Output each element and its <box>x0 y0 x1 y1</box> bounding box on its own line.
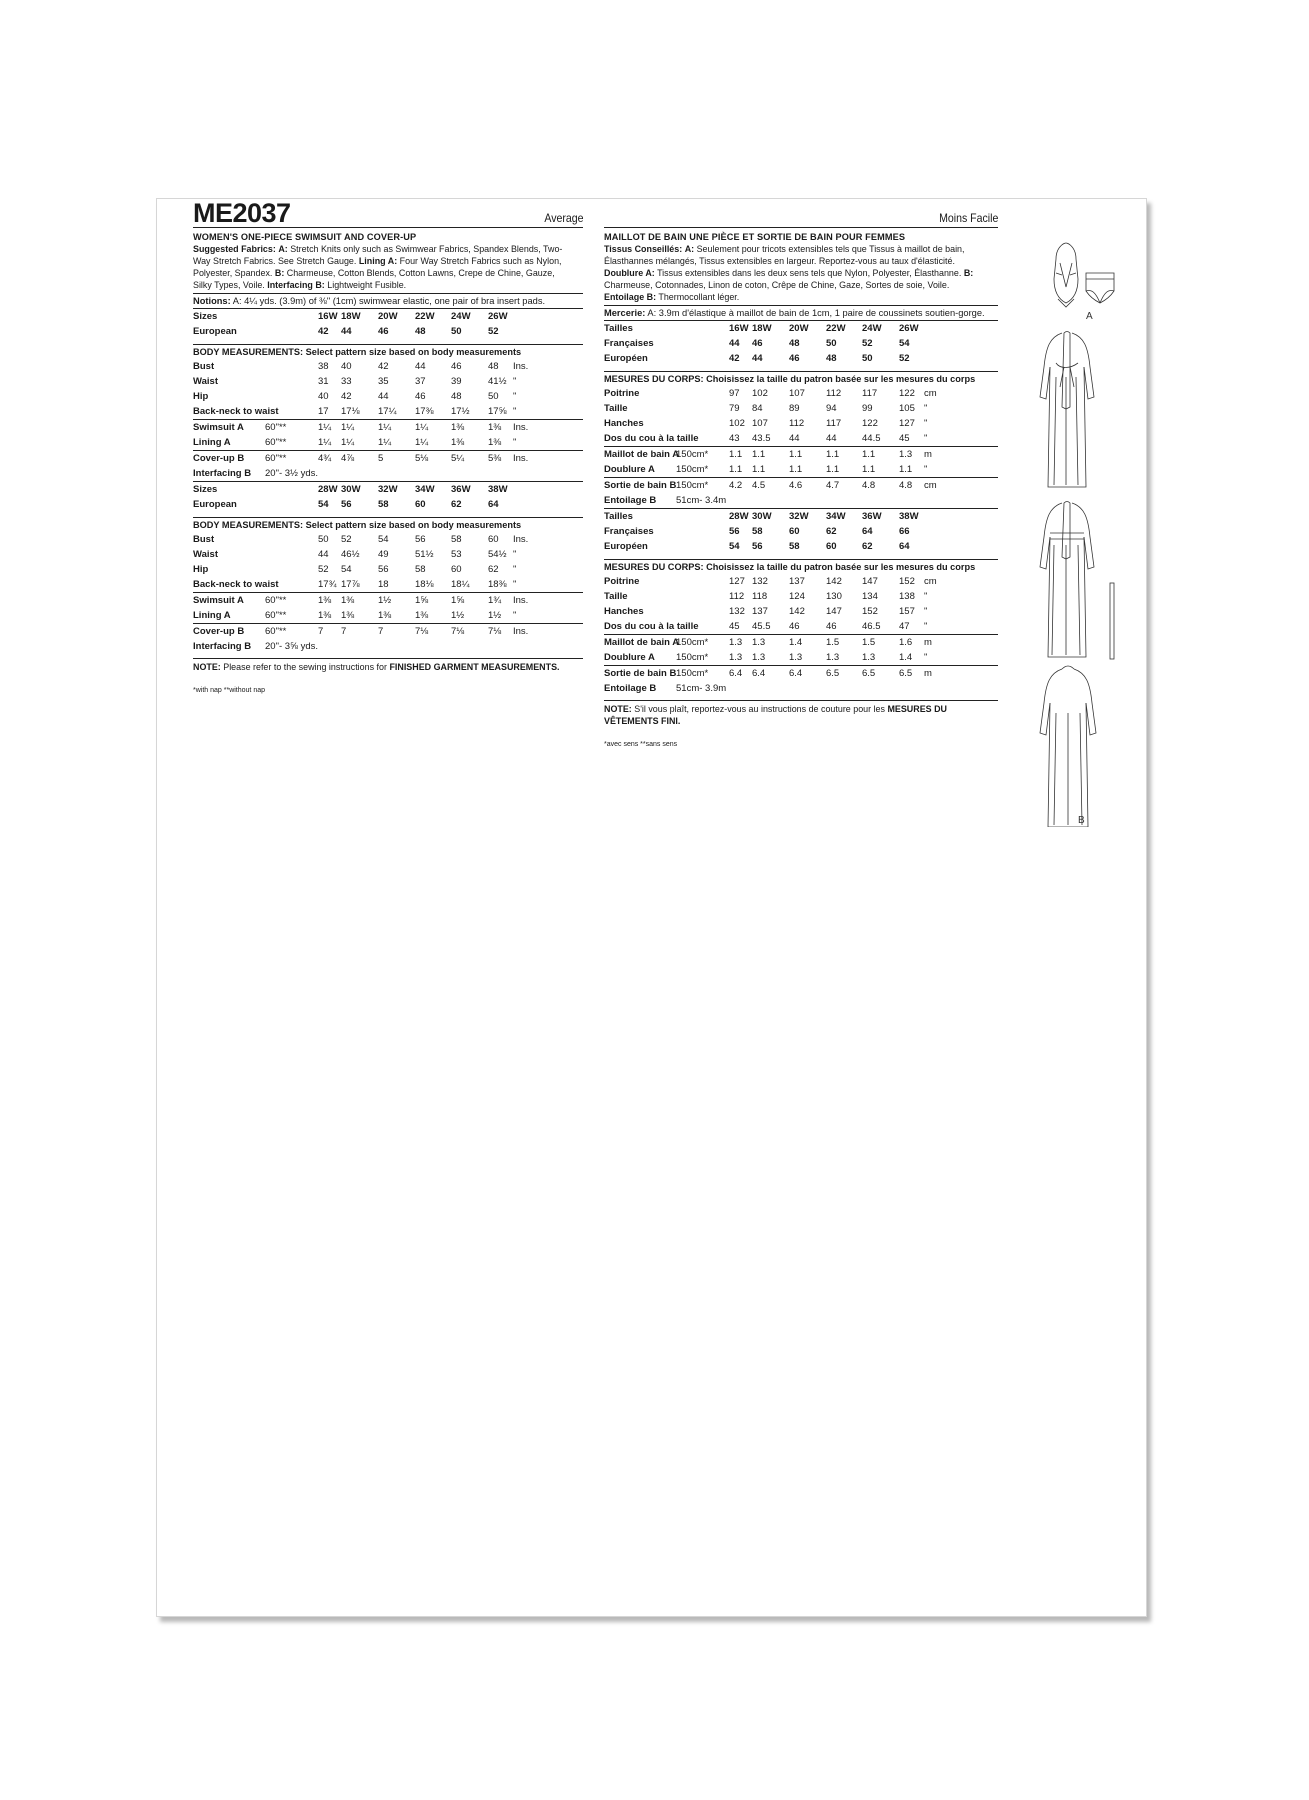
sizes-row: Tailles 16W 18W 20W 22W 24W 26W <box>604 323 919 334</box>
pattern-title: WOMEN'S ONE-PIECE SWIMSUIT AND COVER-UP <box>193 232 417 242</box>
european-sizes-row: Européen 54 56 58 60 62 64 <box>604 541 910 552</box>
footnote-fr: *avec sens **sans sens <box>604 741 678 748</box>
view-b-label: B <box>1078 815 1085 826</box>
measurement-row: Waist 44 46½ 49 51½ 53 54½ " <box>193 549 517 560</box>
measurement-row: Hanches 102 107 112 117 122 127 " <box>604 418 928 429</box>
measurement-row: Taille 112 118 124 130 134 138 " <box>604 591 928 602</box>
english-size-charts <box>193 309 583 654</box>
measurement-row: Back-neck to waist 17 17⅛ 17¼ 17⅜ 17½ 17⅝ " <box>193 406 517 417</box>
yardage-row: Doublure A 150cm* 1.3 1.3 1.3 1.3 1.3 1.4 " <box>604 652 928 663</box>
yardage-row: Doublure A 150cm* 1.1 1.1 1.1 1.1 1.1 1.1 " <box>604 464 928 475</box>
english-column <box>193 199 583 694</box>
sizes-row: Sizes 16W 18W 20W 22W 24W 26W <box>193 311 508 322</box>
yardage-row: Entoilage B 51cm- 3.9m <box>604 683 727 694</box>
english-header <box>193 199 583 228</box>
pattern-number: ME2037 <box>193 198 291 228</box>
measurement-row: Poitrine 97 102 107 112 117 122 cm <box>604 388 937 399</box>
yardage-row: Interfacing B 20"- 3⅝ yds. <box>193 641 319 652</box>
difficulty-level-fr: Moins Facile <box>938 211 998 225</box>
measurement-row: Poitrine 127 132 137 142 147 152 cm <box>604 576 937 587</box>
yardage-row: Sortie de bain B 150cm* 4.2 4.5 4.6 4.7 4.8 4.8 cm <box>604 477 998 493</box>
belt-icon <box>1110 583 1114 659</box>
yardage-row: Cover-up B 60"** 4¾ 4⅞ 5 5⅛ 5¼ 5⅜ Ins. <box>193 450 583 466</box>
body-measurements-title: MESURES DU CORPS: Choisissez la taille du patron basée sur les mesures du corps <box>604 371 998 386</box>
view-a-label: A <box>1086 311 1093 322</box>
cover-up-belted-icon <box>1040 502 1094 658</box>
notions: Notions: A: 4¼ yds. (3.9m) of ⅜" (1cm) swimwear elastic, one pair of bra insert pads. <box>193 293 583 309</box>
yardage-row: Swimsuit A 60"** 1⅜ 1⅜ 1½ 1⅝ 1⅝ 1¾ Ins. <box>193 592 583 608</box>
suggested-fabrics: Suggested Fabrics: A: Stretch Knits only such as Swimwear Fabrics, Spandex Blends, Two-Way Stretch Fabrics. See Stretch Gauge. Lining A: Four Way Stretch Fabrics such as Nylon, Polyester, Spandex. B: Charmeuse, Cotton Blends, Cotton Lawns, Crepe de Chine, Gauze, Silky Types, Voile. Interfacing B: Lightweight Fusible. <box>193 244 563 290</box>
measurement-row: Hanches 132 137 142 147 152 157 " <box>604 606 928 617</box>
pattern-title-fr: MAILLOT DE BAIN UNE PIÈCE ET SORTIE DE BAIN POUR FEMMES <box>604 232 906 242</box>
yardage-row: Interfacing B 20"- 3½ yds. <box>193 468 319 479</box>
yardage-row: Cover-up B 60"** 7 7 7 7⅛ 7⅛ 7⅛ Ins. <box>193 623 583 639</box>
measurement-row: Bust 38 40 42 44 46 48 Ins. <box>193 361 529 372</box>
yardage-row: Entoilage B 51cm- 3.4m <box>604 495 727 506</box>
body-measurements-title: BODY MEASUREMENTS: Select pattern size based on body measurements <box>193 517 583 532</box>
measurement-row: Waist 31 33 35 37 39 41½ " <box>193 376 517 387</box>
yardage-row: Lining A 60"** 1⅜ 1⅜ 1⅜ 1⅜ 1½ 1½ " <box>193 610 517 621</box>
european-sizes-row: European 42 44 46 48 50 52 <box>193 326 499 337</box>
suggested-fabrics-fr: Tissus Conseillés: A: Seulement pour tricots extensibles tels que Tissus à maillot de bain, Élasthannes mélangés, Tissus extensibles en largeur. Reportez-vous au taux d'élasticité. Doublure A: Tissus extensibles dans les deux sens tels que Nylon, Polyester, Élasthanne. B: Charmeuse, Cotonnades, Linon de coton, Crêpe de Chine, Gaze, Sortes de soie, Voile. Entoilage B: Thermocollant léger. <box>604 244 974 302</box>
garment-illustrations <box>1026 227 1136 827</box>
european-sizes-row: Européen 42 44 46 48 50 52 <box>604 353 910 364</box>
footnote: *with nap **without nap <box>193 687 265 694</box>
yardage-row: Swimsuit A 60"** 1¼ 1¼ 1¼ 1¼ 1⅜ 1⅜ Ins. <box>193 419 583 435</box>
notions-fr: Mercerie: A: 3.9m d'élastique à maillot de bain de 1cm, 1 paire de coussinets soutien-gorge. <box>604 305 998 321</box>
measurement-row: Hip 52 54 56 58 60 62 " <box>193 564 517 575</box>
measurement-row: Hip 40 42 44 46 48 50 " <box>193 391 517 402</box>
measurement-row: Back-neck to waist 17¾ 17⅞ 18 18⅛ 18¼ 18⅜ " <box>193 579 517 590</box>
french-sizes-row: Françaises 56 58 60 62 64 66 <box>604 526 910 537</box>
french-header <box>604 199 998 228</box>
measurement-row: Dos du cou à la taille 43 43.5 44 44 44.5 45 " <box>604 433 928 444</box>
body-measurements-title: MESURES DU CORPS: Choisissez la taille du patron basée sur les mesures du corps <box>604 559 998 574</box>
sizes-row: Sizes 28W 30W 32W 34W 36W 38W <box>193 481 583 497</box>
french-sizes-row: Françaises 44 46 48 50 52 54 <box>604 338 910 349</box>
sizes-row: Tailles 28W 30W 32W 34W 36W 38W <box>604 508 998 524</box>
cover-up-front-icon <box>1040 332 1094 488</box>
note-fr: NOTE: S'il vous plaît, reportez-vous au instructions de couture pour les MESURES DU VÊTEMENTS FINI. <box>604 704 947 726</box>
measurement-row: Taille 79 84 89 94 99 105 " <box>604 403 928 414</box>
cover-up-back-icon <box>1040 666 1096 827</box>
body-measurements-title: BODY MEASUREMENTS: Select pattern size based on body measurements <box>193 344 583 359</box>
swimsuit-front-icon <box>1054 243 1078 307</box>
measurement-row: Dos du cou à la taille 45 45.5 46 46 46.5 47 " <box>604 621 928 632</box>
yardage-row: Maillot de bain A 150cm* 1.3 1.3 1.4 1.5 1.5 1.6 m <box>604 634 998 650</box>
european-sizes-row: European 54 56 58 60 62 64 <box>193 499 499 510</box>
french-column <box>604 199 998 748</box>
swimsuit-back-icon <box>1086 273 1114 303</box>
french-size-charts <box>604 321 998 696</box>
yardage-row: Maillot de bain A 150cm* 1.1 1.1 1.1 1.1 1.1 1.3 m <box>604 446 998 462</box>
note: NOTE: Please refer to the sewing instructions for FINISHED GARMENT MEASUREMENTS. <box>193 662 560 672</box>
measurement-row: Bust 50 52 54 56 58 60 Ins. <box>193 534 529 545</box>
pattern-back-sheet <box>156 198 1147 1617</box>
yardage-row: Lining A 60"** 1¼ 1¼ 1¼ 1¼ 1⅜ 1⅜ " <box>193 437 517 448</box>
yardage-row: Sortie de bain B 150cm* 6.4 6.4 6.4 6.5 6.5 6.5 m <box>604 665 998 681</box>
difficulty-level: Average <box>543 211 583 225</box>
